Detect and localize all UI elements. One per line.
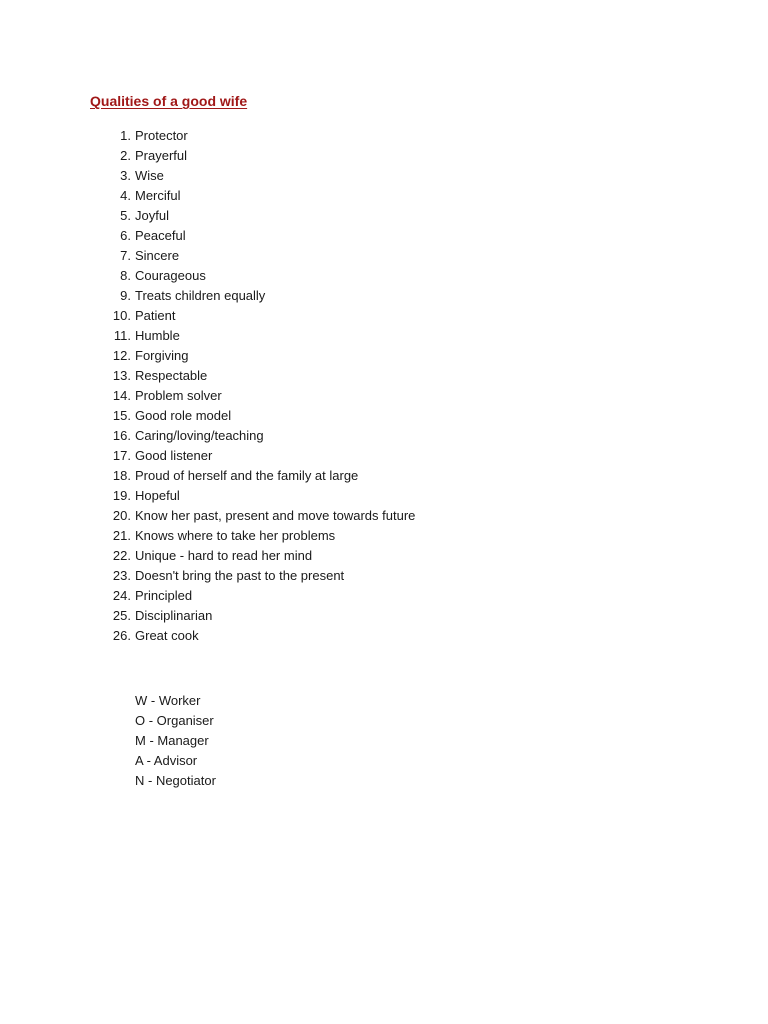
list-item-number: 6. <box>120 228 131 243</box>
list-item-number: 2. <box>120 148 131 163</box>
list-item-number: 5. <box>120 208 131 223</box>
list-item-text: Sincere <box>135 248 180 263</box>
acronym-item: O - Organiser <box>135 713 214 728</box>
list-item-text: Treats children equally <box>135 288 266 303</box>
list-item-text: Disciplinarian <box>135 608 213 623</box>
list-item-number: 19. <box>112 488 131 503</box>
list-item-number: 13. <box>112 368 131 383</box>
list-item-number: 10. <box>112 308 131 323</box>
acronym-item: A - Advisor <box>135 753 198 768</box>
list-item-text: Know her past, present and move towards future <box>135 508 416 523</box>
list-item-text: Great cook <box>135 628 199 643</box>
list-item-text: Respectable <box>135 368 208 383</box>
list-item-number: 24. <box>112 588 131 603</box>
list-item-number: 20. <box>112 508 131 523</box>
list-item-number: 11. <box>113 328 131 343</box>
list-item-text: Hopeful <box>135 488 180 503</box>
list-item-number: 18. <box>112 468 131 483</box>
list-item-number: 25. <box>112 608 131 623</box>
list-item-number: 8. <box>120 268 131 283</box>
list-item-text: Good listener <box>135 448 213 463</box>
list-item-number: 3. <box>120 168 131 183</box>
list-item-text: Caring/loving/teaching <box>135 428 264 443</box>
list-item-text: Knows where to take her problems <box>135 528 336 543</box>
list-item-text: Principled <box>135 588 193 603</box>
document-title: Qualities of a good wife <box>90 93 248 109</box>
list-item-text: Proud of herself and the family at large <box>135 468 359 483</box>
list-item-number: 4. <box>120 188 131 203</box>
list-item-text: Joyful <box>135 208 169 223</box>
list-item-text: Wise <box>135 168 164 183</box>
acronym-item: W - Worker <box>135 693 201 708</box>
list-item-text: Merciful <box>135 188 181 203</box>
list-item-number: 15. <box>112 408 131 423</box>
list-item-number: 26. <box>112 628 131 643</box>
list-item-text: Humble <box>135 328 180 343</box>
list-item-number: 21. <box>112 528 131 543</box>
acronym-item: M - Manager <box>135 733 209 748</box>
list-item-number: 14. <box>112 388 131 403</box>
list-item-number: 17. <box>112 448 131 463</box>
list-item-number: 1. <box>120 128 131 143</box>
list-item-number: 16. <box>112 428 131 443</box>
list-item-text: Problem solver <box>135 388 222 403</box>
list-item-text: Forgiving <box>135 348 189 363</box>
list-item-text: Unique - hard to read her mind <box>135 548 313 563</box>
list-item-text: Courageous <box>135 268 206 283</box>
list-item-text: Patient <box>135 308 176 323</box>
list-item-text: Peaceful <box>135 228 186 243</box>
acronym-item: N - Negotiator <box>135 773 216 788</box>
list-item-text: Prayerful <box>135 148 188 163</box>
list-item-text: Protector <box>135 128 188 143</box>
list-item-text: Doesn't bring the past to the present <box>135 568 345 583</box>
list-item-number: 12. <box>112 348 131 363</box>
list-item-number: 22. <box>112 548 131 563</box>
list-item-number: 9. <box>120 288 131 303</box>
list-item-number: 23. <box>112 568 131 583</box>
acronym-list <box>135 691 216 791</box>
list-item-number: 7. <box>120 248 131 263</box>
list-item-text: Good role model <box>135 408 232 423</box>
